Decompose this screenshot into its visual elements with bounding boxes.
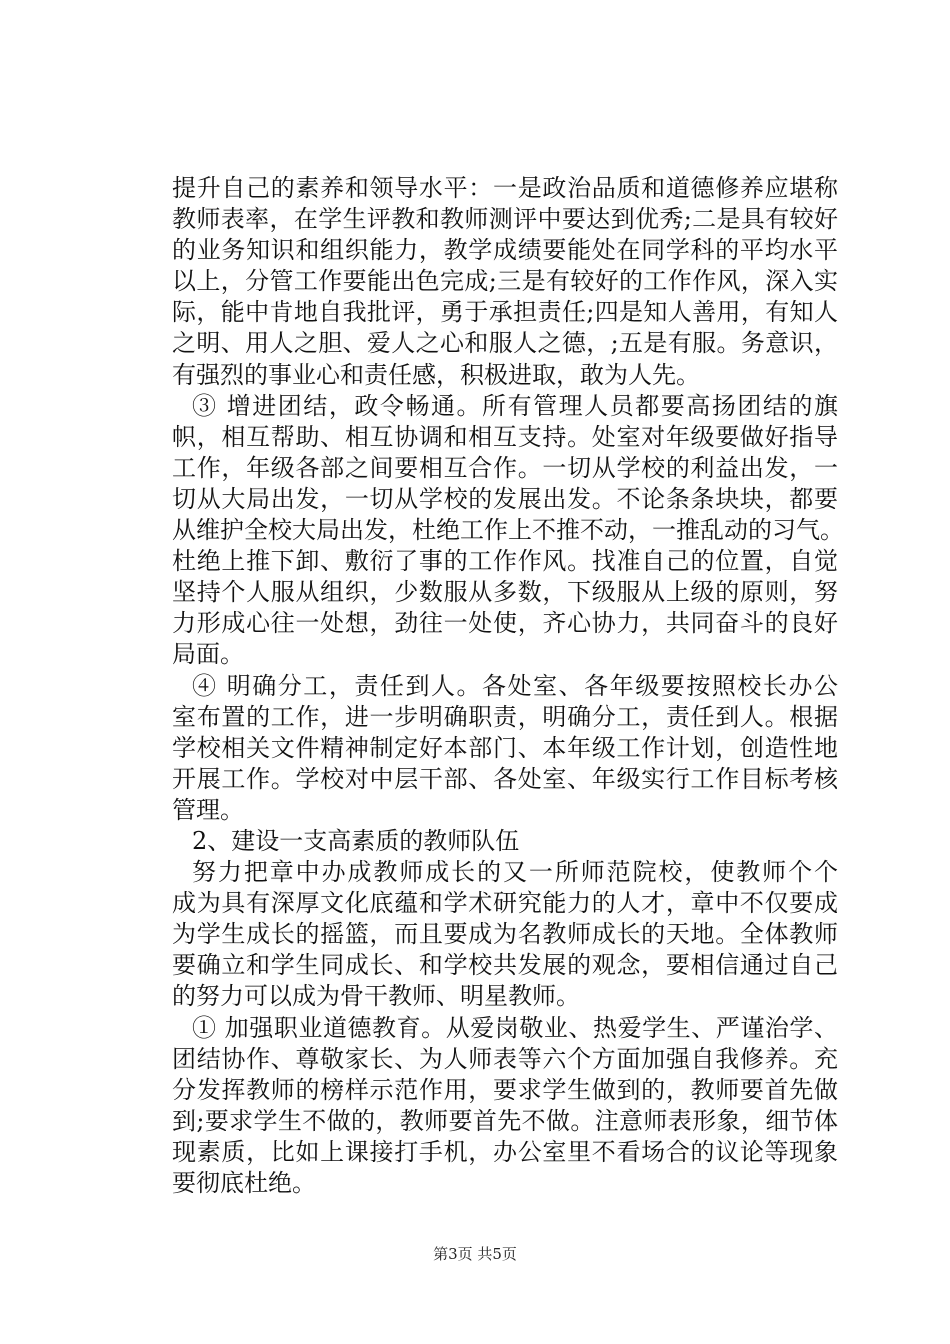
text-line: 局面。	[172, 640, 244, 669]
text-line: 力形成心往一处想，劲往一处使，齐心协力，共同奋斗的良好	[172, 609, 838, 638]
text-line: 从维护全校大局出发，杜绝工作上不推不动，一推乱动的习气。	[172, 516, 844, 545]
page-number: 第3页 共5页	[433, 1245, 517, 1263]
text-line: 要确立和学生同成长、和学校共发展的观念，要相信通过自己	[172, 951, 838, 980]
text-line: 工作，年级各部之间要相互合作。一切从学校的利益出发，一	[172, 453, 838, 482]
text-line: 为学生成长的摇篮，而且要成为名教师成长的天地。全体教师	[172, 920, 838, 949]
text-line: 之明、用人之胆、爱人之心和服人之德，;五是有服。务意识，	[172, 329, 838, 358]
paragraph-start-line: ④ 明确分工，责任到人。各处室、各年级要按照校长办公	[192, 671, 838, 700]
text-line: 有强烈的事业心和责任感，积极进取，敢为人先。	[172, 360, 700, 389]
text-line: 的业务知识和组织能力，教学成绩要能处在同学科的平均水平	[172, 236, 838, 265]
text-line: 以上，分管工作要能出色完成;三是有较好的工作作风，深入实	[172, 267, 838, 296]
text-line: 到;要求学生不做的，教师要首先不做。注意师表形象，细节体	[172, 1106, 838, 1135]
page-footer	[0, 1243, 950, 1264]
text-line: 帜，相互帮助、相互协调和相互支持。处室对年级要做好指导	[172, 422, 838, 451]
text-line: 学校相关文件精神制定好本部门、本年级工作计划，创造性地	[172, 733, 838, 762]
text-line: 提升自己的素养和领导水平：一是政治品质和道德修养应堪称	[172, 174, 838, 202]
text-line: 教师表率，在学生评教和教师测评中要达到优秀;二是具有较好	[172, 205, 838, 234]
text-line: 室布置的工作，进一步明确职责，明确分工，责任到人。根据	[172, 702, 838, 731]
text-line: 团结协作、尊敬家长、为人师表等六个方面加强自我修养。充	[172, 1044, 838, 1073]
text-line: 切从大局出发，一切从学校的发展出发。不论条条块块，都要	[172, 484, 838, 513]
text-line: 坚持个人服从组织，少数服从多数，下级服从上级的原则，努	[172, 578, 838, 607]
text-line: 际，能中肯地自我批评，勇于承担责任;四是知人善用，有知人	[172, 298, 838, 327]
text-line: 现素质，比如上课接打手机，办公室里不看场合的议论等现象	[172, 1137, 838, 1166]
paragraph-start-line: 努力把章中办成教师成长的又一所师范院校，使教师个个	[192, 858, 838, 887]
text-line: 分发挥教师的榜样示范作用，要求学生做到的，教师要首先做	[172, 1075, 838, 1104]
text-line: 要彻底杜绝。	[172, 1169, 316, 1197]
text-line: 成为具有深厚文化底蕴和学术研究能力的人才，章中不仅要成	[172, 889, 838, 918]
text-line: 管理。	[172, 795, 244, 824]
text-line: 的努力可以成为骨干教师、明星教师。	[172, 982, 580, 1011]
paragraph-start-line: ③ 增进团结，政令畅通。所有管理人员都要高扬团结的旗	[192, 391, 838, 420]
body-text	[172, 173, 844, 1199]
text-line: 开展工作。学校对中层干部、各处室、年级实行工作目标考核	[172, 764, 838, 793]
section-heading: 2、建设一支高素质的教师队伍	[192, 826, 520, 855]
text-line: 杜绝上推下卸、敷衍了事的工作作风。找准自己的位置，自觉	[172, 547, 838, 576]
paragraph-start-line: ① 加强职业道德教育。从爱岗敬业、热爱学生、严谨治学、	[192, 1013, 838, 1042]
